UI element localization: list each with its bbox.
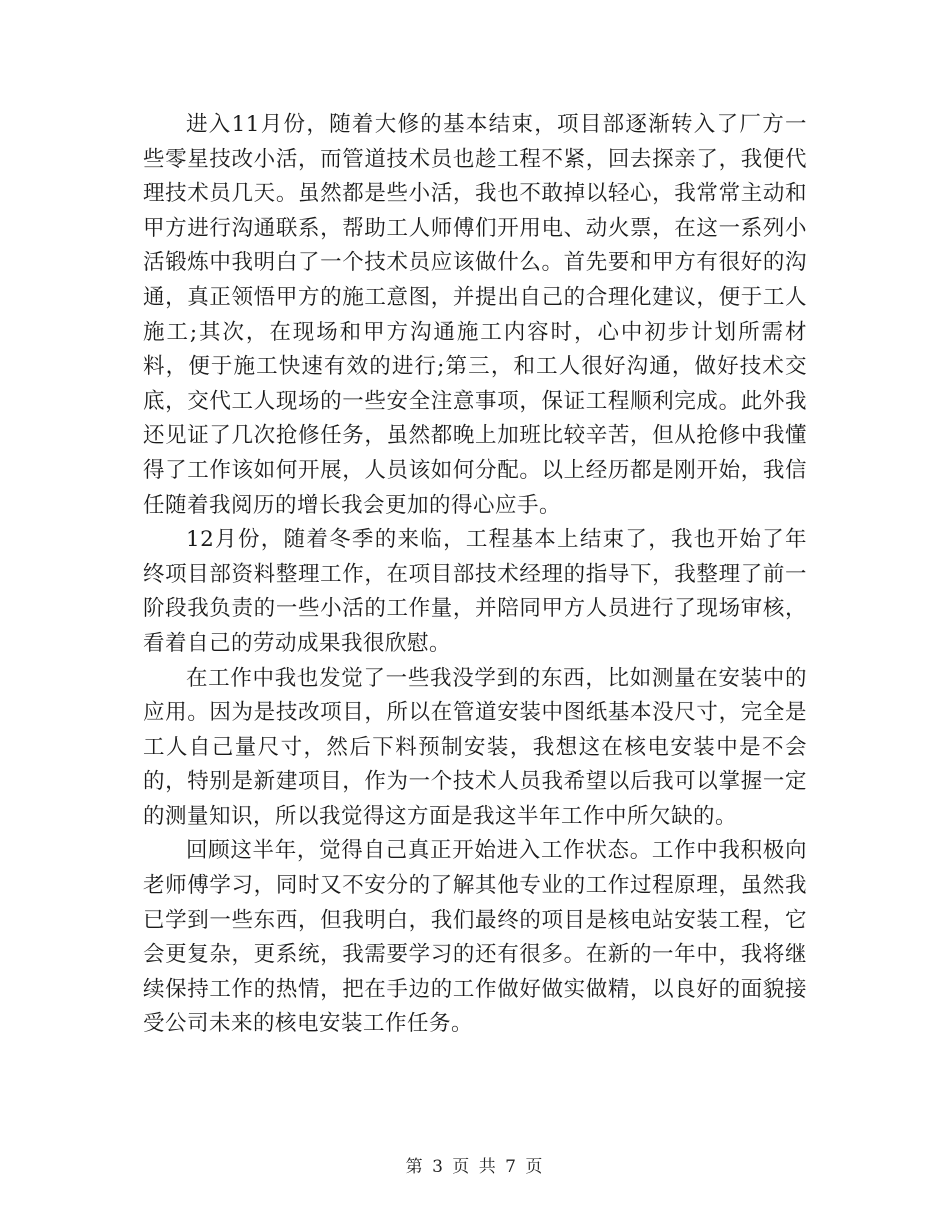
paragraph-december: 12月份，随着冬季的来临，工程基本上结束了，我也开始了年终项目部资料整理工作，在项目部技术经理的指导下，我整理了前一阶段我负责的一些小活的工作量，并陪同甲方人员进行了现场审核，看着自己的劳动成果我很欣慰。	[143, 527, 807, 656]
paragraph-november: 进入11月份，随着大修的基本结束，项目部逐渐转入了厂方一些零星技改小活，而管道技术员也趁工程不紧，回去探亲了，我便代理技术员几天。虽然都是些小活，我也不敢掉以轻心，我常常主动和甲方进行沟通联系，帮助工人师傅们开用电、动火票，在这一系列小活锻炼中我明白了一个技术员应该做什么。首先要和甲方有很好的沟通，真正领悟甲方的施工意图，并提出自己的合理化建议，便于工人施工;其次，在现场和甲方沟通施工内容时，心中初步计划所需材料，便于施工快速有效的进行;第三，和工人很好沟通，做好技术交底，交代工人现场的一些安全注意事项，保证工程顺利完成。此外我还见证了几次抢修任务，虽然都晚上加班比较辛苦，但从抢修中我懂得了工作该如何开展，人员该如何分配。以上经历都是刚开始，我信任随着我阅历的增长我会更加的得心应手。	[143, 112, 807, 518]
page-footer: 第 3 页 共 7 页	[405, 1157, 545, 1177]
paragraph-shortcomings: 在工作中我也发觉了一些我没学到的东西，比如测量在安装中的应用。因为是技改项目，所以在管道安装中图纸基本没尺寸，完全是工人自己量尺寸，然后下料预制安装，我想这在核电安装中是不会的，特别是新建项目，作为一个技术人员我希望以后我可以掌握一定的测量知识，所以我觉得这方面是我这半年工作中所欠缺的。	[143, 665, 807, 829]
paragraph-review: 回顾这半年，觉得自己真正开始进入工作状态。工作中我积极向老师傅学习，同时又不安分的了解其他专业的工作过程原理，虽然我已学到一些东西，但我明白，我们最终的项目是核电站安装工程，它会更复杂，更系统，我需要学习的还有很多。在新的一年中，我将继续保持工作的热情，把在手边的工作做好做实做精，以良好的面貌接受公司未来的核电安装工作任务。	[143, 838, 807, 1037]
document-body	[143, 108, 807, 1042]
